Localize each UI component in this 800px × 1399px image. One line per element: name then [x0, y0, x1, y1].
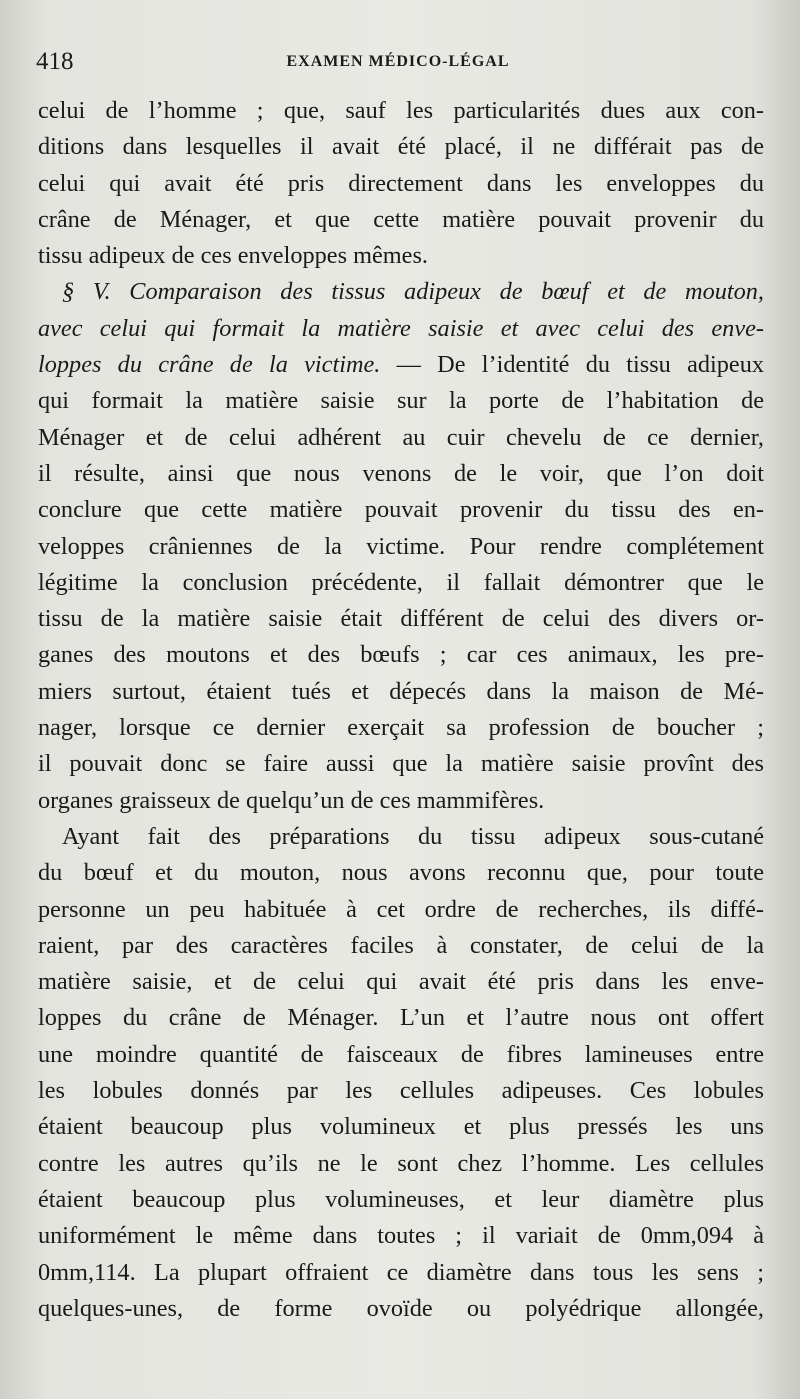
text-line: il pouvait donc se faire aussi que la matière saisie provînt des	[38, 750, 764, 778]
paragraph-first-line: Ayant fait des préparations du tissu adipeux sous-cutané	[62, 822, 764, 850]
page-header	[36, 46, 760, 78]
text-line: quelques-unes, de forme ovoïde ou polyédrique allongée,	[38, 1294, 764, 1322]
text-line: il résulte, ainsi que nous venons de le voir, que l’on doit	[38, 459, 764, 487]
text-line: étaient beaucoup plus volumineux et plus pressés les uns	[38, 1113, 764, 1141]
section-heading-end: loppes du crâne de la victime.	[38, 351, 381, 379]
text-line: conclure que cette matière pouvait provenir du tissu des en-	[38, 496, 764, 524]
text-line: ganes des moutons et des bœufs ; car ces animaux, les pre-	[38, 641, 764, 669]
text-line: ditions dans lesquelles il avait été placé, il ne différait pas de	[38, 133, 764, 161]
section-heading-line-mixed	[38, 347, 764, 383]
text-line: tissu de la matière saisie était différent de celui des divers or-	[38, 605, 764, 633]
section-heading-line: § V. Comparaison des tissus adipeux de bœuf et de mouton,	[62, 278, 764, 306]
text-line: veloppes crâniennes de la victime. Pour rendre complétement	[38, 532, 764, 560]
text-line: miers surtout, étaient tués et dépecés dans la maison de Mé-	[38, 677, 764, 705]
page-number: 418	[36, 48, 74, 75]
text-line: uniformément le même dans toutes ; il variait de 0mm,094 à	[38, 1222, 764, 1250]
text-line: légitime la conclusion précédente, il fallait démontrer que le	[38, 568, 764, 596]
section-heading-line: avec celui qui formait la matière saisie et avec celui des enve-	[38, 314, 764, 342]
text-line: les lobules donnés par les cellules adipeuses. Ces lobules	[38, 1077, 764, 1105]
text-line: contre les autres qu’ils ne le sont chez l’homme. Les cellules	[38, 1149, 764, 1177]
text-line: du bœuf et du mouton, nous avons reconnu que, pour toute	[38, 859, 764, 887]
text-line: celui de l’homme ; que, sauf les particularités dues aux con-	[38, 97, 764, 124]
text-line: celui qui avait été pris directement dans les enveloppes du	[38, 169, 764, 197]
body-text	[38, 93, 764, 1327]
paragraph-start: — De l’identité du tissu adipeux	[380, 351, 764, 379]
text-line: loppes du crâne de Ménager. L’un et l’autre nous ont offert	[38, 1004, 764, 1032]
text-line: 0mm,114. La plupart offraient ce diamètre dans tous les sens ;	[38, 1258, 764, 1286]
text-line: Ménager et de celui adhérent au cuir chevelu de ce dernier,	[38, 423, 764, 451]
text-line: tissu adipeux de ces enveloppes mêmes.	[38, 242, 428, 270]
text-line: étaient beaucoup plus volumineuses, et leur diamètre plus	[38, 1185, 764, 1213]
text-line: raient, par des caractères faciles à constater, de celui de la	[38, 931, 764, 959]
running-head: EXAMEN MÉDICO-LÉGAL	[286, 53, 510, 70]
text-line: nager, lorsque ce dernier exerçait sa profession de boucher ;	[38, 714, 764, 742]
text-line: crâne de Ménager, et que cette matière pouvait provenir du	[38, 205, 764, 233]
text-line: organes graisseux de quelqu’un de ces mammifères.	[38, 786, 545, 814]
text-line: qui formait la matière saisie sur la porte de l’habitation de	[38, 387, 764, 415]
text-line: personne un peu habituée à cet ordre de recherches, ils diffé-	[38, 895, 764, 923]
text-line: matière saisie, et de celui qui avait été pris dans les enve-	[38, 968, 764, 996]
text-line: une moindre quantité de faisceaux de fibres lamineuses entre	[38, 1040, 764, 1068]
